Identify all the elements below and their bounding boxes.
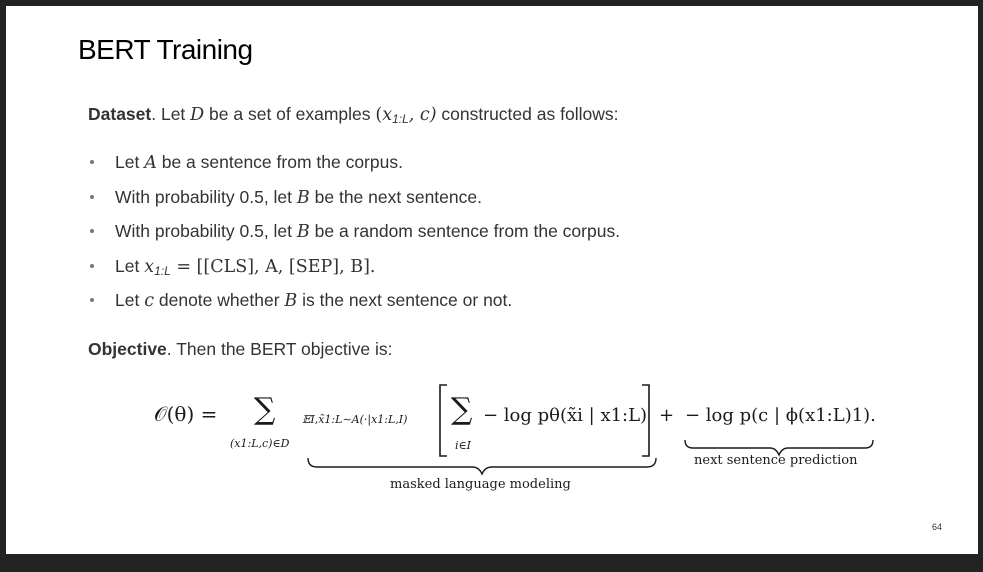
dataset-math-D: D [190, 105, 205, 125]
dataset-text-before: . Let [151, 104, 191, 124]
bullet-math: c [144, 291, 155, 311]
equation-nsp-term: − log p(c | ϕ(x1:L)1). [685, 405, 876, 426]
objective-label: Objective [88, 339, 167, 359]
equation-inner-sum: ∑ [451, 392, 473, 427]
mlm-underbrace [308, 458, 656, 474]
slide [6, 6, 978, 554]
dataset-text-after: constructed as follows: [436, 104, 619, 124]
bullet-text: be the next sentence. [309, 186, 482, 207]
bullet-text: Let [115, 152, 145, 172]
bullet-math: B [284, 291, 298, 311]
bullet-math: B [296, 187, 310, 208]
page-number: 64 [932, 522, 943, 532]
dataset-tuple-rest: , c) [408, 105, 437, 125]
dataset-math-x-sub: 1:L [392, 112, 409, 126]
nsp-label: next sentence prediction [694, 453, 858, 468]
equation-plus: + [659, 405, 675, 426]
bert-objective-equation [6, 6, 978, 554]
objective-text: . Then the BERT objective is: [166, 339, 393, 359]
bullet-math: x [144, 256, 155, 277]
equation-inner-sum-sub: i∈I [455, 439, 472, 452]
equation-expectation: 𝔼I,x̃1:L∼A(·|x1:L,I) [302, 413, 408, 426]
bullet-text: denote whether [154, 290, 285, 310]
dataset-label: Dataset [88, 104, 152, 124]
bullet-math: = [[CLS], A, [SEP], B]. [170, 256, 376, 277]
dataset-tuple-open: ( [375, 105, 383, 125]
dataset-math-x: x [382, 105, 393, 125]
dataset-text-mid: be a set of examples [204, 104, 376, 124]
equation-brackets [6, 6, 978, 554]
mlm-label: masked language modeling [390, 477, 571, 492]
bullet-text: be a random sentence from the corpus. [309, 221, 621, 241]
bullet-math: B [296, 222, 310, 242]
bullet-text: Let [115, 255, 145, 276]
equation-left-bracket [440, 385, 447, 456]
bullet-math-sub: 1:L [154, 263, 171, 278]
bullet-text: With probability 0.5, let [115, 221, 297, 241]
slide-title: BERT Training [78, 34, 253, 65]
equation-outer-sum-sub: (x1:L,c)∈D [230, 437, 290, 450]
bullet-math: A [144, 153, 157, 173]
bullet-text: With probability 0.5, let [115, 186, 297, 207]
equation-outer-sum: ∑ [254, 392, 276, 427]
equation-inner-term: − log pθ(x̃i | x1:L) [483, 405, 648, 426]
bullet-text: is the next sentence or not. [297, 290, 513, 310]
equation-lhs: 𝒪(θ) = [154, 402, 218, 426]
bullet-text: be a sentence from the corpus. [156, 152, 403, 172]
bullet-text: Let [115, 290, 145, 310]
